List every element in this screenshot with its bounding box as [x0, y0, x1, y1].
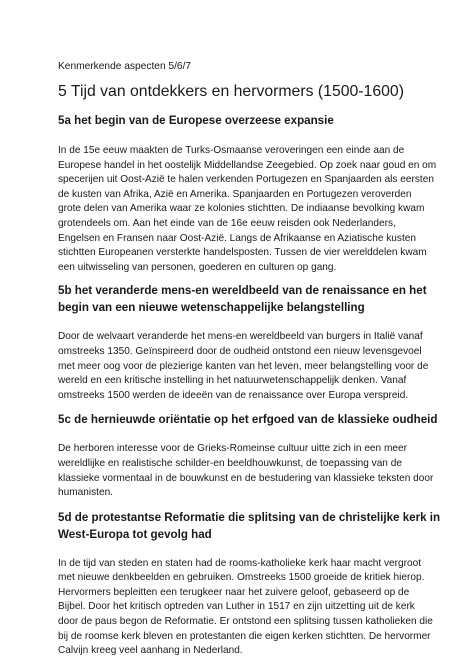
paragraph-line: met nieuwe denkbeelden en gebruiken. Omstreeks 1500 groeide de kritiek hierop.: [58, 572, 425, 584]
section-paragraph-5c: [58, 442, 434, 500]
paragraph-line: In de tijd van steden en staten had de rooms-katholieke kerk haar macht vergroot: [58, 557, 422, 569]
paragraph-line: grote delen van Amerika waar ze kolonies stichtten. De indiaanse bevolking kwam: [58, 203, 425, 215]
section-heading-line: West-Europa tot gevolg had: [58, 527, 212, 541]
section-heading-line: 5d de protestantse Reformatie die splitsing van de christelijke kerk in: [58, 510, 441, 524]
paragraph-line: wereld en een kritische instelling in het natuurwetenschappelijk denken. Vanaf: [58, 375, 407, 387]
paragraph-line: omstreeks 1500 werden de ideeën van de renaissance over Europa verspreid.: [58, 389, 409, 401]
section-heading-line: 5b het veranderde mens-en wereldbeeld van de renaissance en het: [58, 284, 427, 298]
section-paragraph-5a: [58, 144, 437, 275]
paragraph-line: bij de roomse kerk bleven en protestanten die eigen kerken stichtten. De hervormer: [58, 630, 431, 642]
paragraph-line: Hervormers bepleitten een terugkeer naar het zuivere geloof, gebaseerd op de: [58, 586, 410, 598]
paragraph-line: stichtten Europeanen versterkte handelsposten. Tussen de vier werelddelen kwam: [58, 247, 427, 259]
section-heading-5a: [58, 112, 430, 129]
chapter-title: 5 Tijd van ontdekkers en hervormers (1500-1600): [58, 83, 404, 100]
paragraph-line: Engelsen en Fransen naar Oost-Azië. Langs de Afrikaanse en Aziatische kusten: [58, 232, 416, 244]
paragraph-line: Calvijn kreeg veel aanhang in Nederland.: [58, 645, 243, 657]
paragraph-line: De herboren interesse voor de Grieks-Romeinse cultuur uitte zich in een meer: [58, 443, 407, 455]
section-heading-5d: [58, 509, 441, 543]
paragraph-line: omstreeks 1350. Geïnspireerd door de oudheid ontstond een nieuw levensgevoel: [58, 345, 422, 357]
paragraph-line: Europese handel in het oostelijk Middellandse Zeegebied. Op zoek naar goud en om: [58, 159, 437, 171]
paragraph-line: de kusten van Afrika, Azië en Amerika. Spanjaarden en Portugezen veroverden: [58, 188, 412, 200]
section-paragraph-5b: [58, 330, 430, 403]
section-heading-line: 5a het begin van de Europese overzeese expansie: [58, 114, 334, 127]
section-heading-line: 5c de hernieuwde oriëntatie op het erfgoed van de klassieke oudheid: [58, 413, 438, 427]
subject-line: Kenmerkende aspecten 5/6/7: [58, 61, 192, 72]
paragraph-line: humanisten.: [58, 487, 113, 499]
paragraph-line: met meer oog voor de plezierige kanten van het leven, meer belangstelling voor de: [58, 360, 429, 372]
paragraph-line: een uitwisseling van personen, goederen en culturen op gang.: [58, 261, 337, 273]
paragraph-line: specerijen uit Oost-Azië te halen verkenden Portugezen en Spanjaarden als eersten: [58, 174, 434, 186]
section-heading-5c: [58, 411, 438, 428]
section-heading-line: begin van een nieuwe wetenschappelijke belangstelling: [58, 301, 365, 315]
section-heading-5b: [58, 282, 430, 316]
paragraph-line: klassieke vormentaal in de bouwkunst en de bestudering van klassieke teksten door: [58, 472, 434, 484]
section-paragraph-5d: [58, 557, 433, 659]
paragraph-line: Bijbel. Door het kritisch optreden van Luther in 1517 en zijn uitzetting uit de kerk: [58, 601, 415, 613]
paragraph-line: grotendeels om. Aan het einde van de 16e eeuw reisden ook Nederlanders,: [58, 217, 396, 229]
paragraph-line: wereldlijke en realistische schilder-en beeldhouwkunst, de toepassing van de: [58, 457, 402, 469]
paragraph-line: Door de welvaart veranderde het mens-en wereldbeeld van burgers in Italië vanaf: [58, 331, 423, 343]
paragraph-line: door de paus begon de Reformatie. Er ontstond een splitsing tussen katholieken die: [58, 616, 433, 628]
paragraph-line: In de 15e eeuw maakten de Turks-Osmaanse veroveringen een einde aan de: [58, 145, 405, 156]
